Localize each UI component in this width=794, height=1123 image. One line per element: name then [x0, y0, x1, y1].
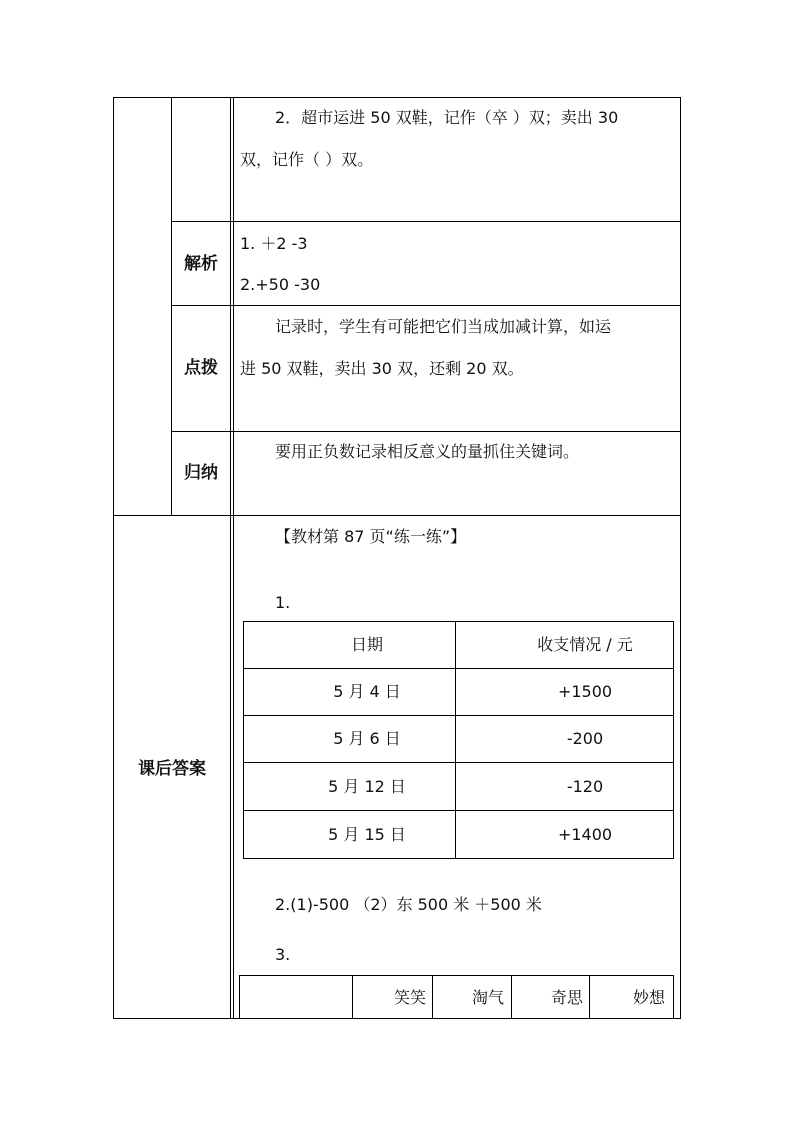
- income-table-rule: [243, 762, 673, 763]
- children-table-rule: [352, 975, 353, 1018]
- children-header-xiaoxiao: 笑笑: [394, 988, 427, 1007]
- row-border-2: [171, 305, 681, 306]
- outer-right-border: [680, 97, 681, 1019]
- children-header-taoqi: 淘气: [472, 988, 505, 1007]
- answers-label: 课后答案: [138, 759, 206, 779]
- income-table-rule: [673, 621, 674, 859]
- income-table-rule: [243, 668, 673, 669]
- income-row-amount: +1400: [557, 825, 613, 844]
- income-table-rule: [243, 715, 673, 716]
- income-table-rule: [455, 621, 456, 859]
- income-table-rule: [243, 810, 673, 811]
- jiexi-line-2: 2.+50 -30: [240, 275, 321, 294]
- answers-heading: 【教材第 87 页“练一练”】: [275, 527, 467, 546]
- question-2-line-2: 双，记作（ ）双。: [240, 150, 374, 169]
- income-row-date: 5 月 4 日: [333, 682, 401, 701]
- dianbo-line-2: 进 50 双鞋，卖出 30 双，还剩 20 双。: [240, 359, 524, 378]
- outer-left-border: [113, 97, 114, 1019]
- income-table-rule: [243, 621, 673, 622]
- income-row-date: 5 月 15 日: [328, 825, 406, 844]
- children-table-rule: [511, 975, 512, 1018]
- dianbo-line-1: 记录时，学生有可能把它们当成加减计算，如运: [275, 317, 612, 336]
- children-table-rule: [239, 975, 673, 976]
- answer-2: 2.(1)-500 （2）东 500 米 ＋500 米: [275, 895, 542, 914]
- income-row-amount: -120: [566, 777, 604, 796]
- dianbo-label: 点拨: [184, 358, 218, 378]
- outer-bottom-border: [113, 1018, 681, 1019]
- row-border-3: [171, 431, 681, 432]
- answer-1-number: 1.: [275, 593, 291, 612]
- col2-border: [230, 97, 231, 1019]
- income-row-amount: +1500: [557, 682, 613, 701]
- col2-border-double: [233, 97, 234, 1019]
- col1-border: [171, 97, 172, 515]
- outer-top-border: [113, 97, 681, 98]
- children-table-rule: [432, 975, 433, 1018]
- jiexi-line-1: 1. ＋2 -3: [240, 234, 308, 253]
- income-row-amount: -200: [566, 729, 604, 748]
- income-row-date: 5 月 6 日: [333, 729, 401, 748]
- row-border-1: [171, 221, 681, 222]
- jiexi-label: 解析: [184, 254, 218, 274]
- children-table-rule: [239, 975, 240, 1018]
- income-row-date: 5 月 12 日: [328, 777, 406, 796]
- income-header-amount: 收支情况 / 元: [537, 635, 633, 654]
- children-header-miaoxiang: 妙想: [633, 988, 666, 1007]
- children-table-rule: [673, 975, 674, 1018]
- answer-3-number: 3.: [275, 945, 291, 964]
- question-2-line-1: 2．超市运进 50 双鞋，记作（卒 ）双；卖出 30: [275, 108, 619, 127]
- row-border-4: [113, 515, 681, 516]
- income-table-rule: [243, 858, 673, 859]
- guina-text: 要用正负数记录相反意义的量抓住关键词。: [275, 442, 580, 461]
- guina-label: 归纳: [184, 463, 218, 483]
- income-header-date: 日期: [350, 635, 384, 654]
- income-table-rule: [243, 621, 244, 859]
- children-header-qisi: 奇思: [551, 988, 584, 1007]
- children-table-rule: [589, 975, 590, 1018]
